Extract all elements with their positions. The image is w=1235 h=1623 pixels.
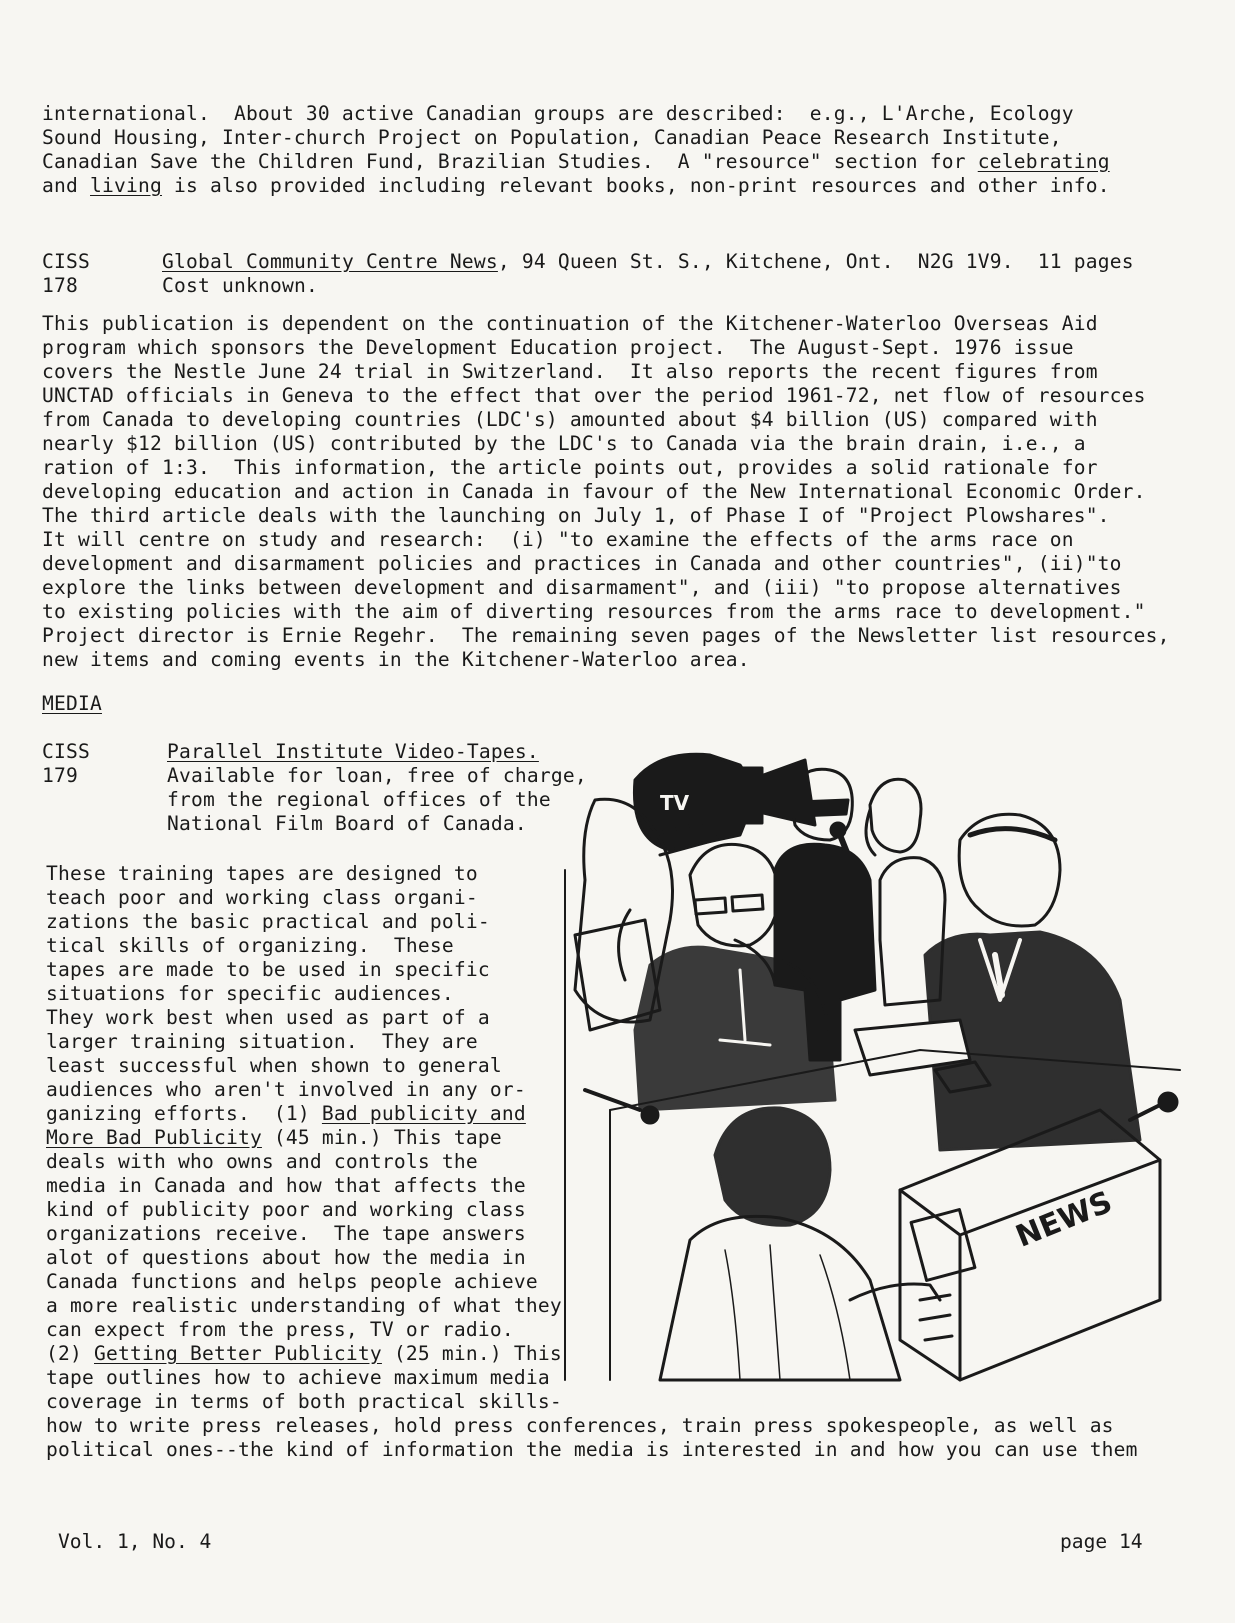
entry-178-body-line: from Canada to developing countries (LDC's) amounted about $4 billion (US) compared with bbox=[42, 408, 1098, 431]
footer-volume: Vol. 1, No. 4 bbox=[58, 1530, 212, 1553]
entry-178-address: , 94 Queen St. S., Kitchene, Ont. N2G 1V9. 11 pages bbox=[497, 250, 1134, 273]
entry-179-body-line bbox=[46, 1102, 526, 1126]
entry-178-body-line: program which sponsors the Development Education project. The August-Sept. 1976 issue bbox=[42, 336, 1074, 359]
intro-line-4-text: is also provided including relevant books, non-print resources and other info. bbox=[161, 174, 1110, 197]
entry-179-body-line: tape outlines how to achieve maximum media bbox=[46, 1366, 550, 1389]
entry-179-body-line: situations for specific audiences. bbox=[46, 982, 454, 1005]
entry-178-code: CISS bbox=[42, 250, 90, 273]
entry-179-body-line: coverage in terms of both practical skills- bbox=[46, 1390, 562, 1413]
intro-line-4 bbox=[42, 174, 1110, 198]
entry-179-body-line: least successful when shown to general bbox=[46, 1054, 502, 1077]
entry-179-detail: National Film Board of Canada. bbox=[167, 812, 527, 835]
intro-line-1: international. About 30 active Canadian groups are described: e.g., L'Arche, Ecology bbox=[42, 102, 1074, 125]
entry-178-body-line: UNCTAD officials in Geneva to the effect that over the period 1961-72, net flow of resources bbox=[42, 384, 1146, 407]
entry-178-heading bbox=[162, 250, 1134, 274]
entry-179-body-text: (25 min.) This bbox=[381, 1342, 562, 1365]
intro-line-4-lead: and bbox=[42, 174, 90, 197]
entry-178-cost: Cost unknown. bbox=[162, 274, 318, 297]
entry-179-body-line: Canada functions and helps people achieve bbox=[46, 1270, 538, 1293]
entry-178-body-line: ration of 1:3. This information, the article points out, provides a solid rationale for bbox=[42, 456, 1098, 479]
tv-label: TV bbox=[660, 791, 690, 815]
entry-179-number: 179 bbox=[42, 764, 78, 787]
entry-179-body-line: teach poor and working class organi- bbox=[46, 886, 478, 909]
entry-179-body-line: organizations receive. The tape answers bbox=[46, 1222, 526, 1245]
entry-179-detail: Available for loan, free of charge, bbox=[167, 764, 587, 787]
intro-line-3-text: Canadian Save the Children Fund, Brazilian Studies. A "resource" section for bbox=[42, 150, 978, 173]
entry-179-body-line: deals with who owns and controls the bbox=[46, 1150, 478, 1173]
entry-179-body-line: larger training situation. They are bbox=[46, 1030, 478, 1053]
press-conference-illustration bbox=[540, 740, 1195, 1420]
entry-178-body-line: developing education and action in Canada in favour of the New International Economic Order. bbox=[42, 480, 1146, 503]
entry-179-code: CISS bbox=[42, 740, 90, 763]
entry-179-body-line: can expect from the press, TV or radio. bbox=[46, 1318, 514, 1341]
intro-underlined-living: living bbox=[90, 174, 162, 197]
entry-179-body-line: how to write press releases, hold press conferences, train press spokespeople, as well as bbox=[46, 1414, 1114, 1437]
entry-179-body-text: (45 min.) This tape bbox=[261, 1126, 502, 1149]
intro-line-2: Sound Housing, Inter-church Project on Population, Canadian Peace Research Institute, bbox=[42, 126, 1062, 149]
entry-178-body-line: Project director is Ernie Regehr. The remaining seven pages of the Newsletter list resources, bbox=[42, 624, 1170, 647]
entry-179-body-line bbox=[46, 1126, 502, 1150]
entry-178-title: Global Community Centre News bbox=[162, 250, 498, 273]
entry-178-body-line: nearly $12 billion (US) contributed by the LDC's to Canada via the brain drain, i.e., a bbox=[42, 432, 1086, 455]
entry-178-body-line: to existing policies with the aim of diverting resources from the arms race to development." bbox=[42, 600, 1146, 623]
entry-179-title: Parallel Institute Video-Tapes. bbox=[167, 740, 539, 763]
entry-179-detail: from the regional offices of the bbox=[167, 788, 551, 811]
entry-178-body-line: development and disarmament policies and practices in Canada and other countries", (ii)"to bbox=[42, 552, 1122, 575]
entry-178-body-line: This publication is dependent on the continuation of the Kitchener-Waterloo Overseas Aid bbox=[42, 312, 1098, 335]
entry-179-body-line: tical skills of organizing. These bbox=[46, 934, 454, 957]
intro-underlined-celebrating: celebrating bbox=[977, 150, 1110, 173]
entry-179-body-line: a more realistic understanding of what they bbox=[46, 1294, 562, 1317]
entry-179-body-line: kind of publicity poor and working class bbox=[46, 1198, 526, 1221]
entry-179-body-line: alot of questions about how the media in bbox=[46, 1246, 526, 1269]
entry-179-body-line: media in Canada and how that affects the bbox=[46, 1174, 526, 1197]
entry-179-body-line: political ones--the kind of information the media is interested in and how you can use them bbox=[46, 1438, 1138, 1461]
entry-179-body-line bbox=[46, 1342, 562, 1366]
entry-179-body-line: tapes are made to be used in specific bbox=[46, 958, 490, 981]
intro-line-3 bbox=[42, 150, 1110, 174]
section-heading-media: MEDIA bbox=[42, 692, 102, 715]
entry-179-body-text: (2) bbox=[46, 1342, 94, 1365]
footer-page-number: page 14 bbox=[1060, 1530, 1143, 1553]
tape-title-more-bad-publicity: More Bad Publicity bbox=[46, 1126, 262, 1149]
entry-179-body-line: They work best when used as part of a bbox=[46, 1006, 490, 1029]
entry-179-body-line: These training tapes are designed to bbox=[46, 862, 478, 885]
entry-179-body-line: audiences who aren't involved in any or- bbox=[46, 1078, 526, 1101]
tape-title-bad-publicity: Bad publicity and bbox=[321, 1102, 526, 1125]
entry-178-number: 178 bbox=[42, 274, 78, 297]
entry-178-body-line: new items and coming events in the Kitchener-Waterloo area. bbox=[42, 648, 750, 671]
entry-178-body-line: explore the links between development and disarmament", and (iii) "to propose alternatives bbox=[42, 576, 1122, 599]
entry-178-body-line: It will centre on study and research: (i) "to examine the effects of the arms race on bbox=[42, 528, 1074, 551]
entry-179-body-text: ganizing efforts. (1) bbox=[46, 1102, 322, 1125]
entry-178-body-line: covers the Nestle June 24 trial in Switzerland. It also reports the recent figures from bbox=[42, 360, 1098, 383]
entry-179-body-line: zations the basic practical and poli- bbox=[46, 910, 490, 933]
entry-178-body-line: The third article deals with the launching on July 1, of Phase I of "Project Plowshares". bbox=[42, 504, 1110, 527]
tape-title-getting-better-publicity: Getting Better Publicity bbox=[94, 1342, 382, 1365]
news-label: NEWS bbox=[1011, 1184, 1118, 1255]
